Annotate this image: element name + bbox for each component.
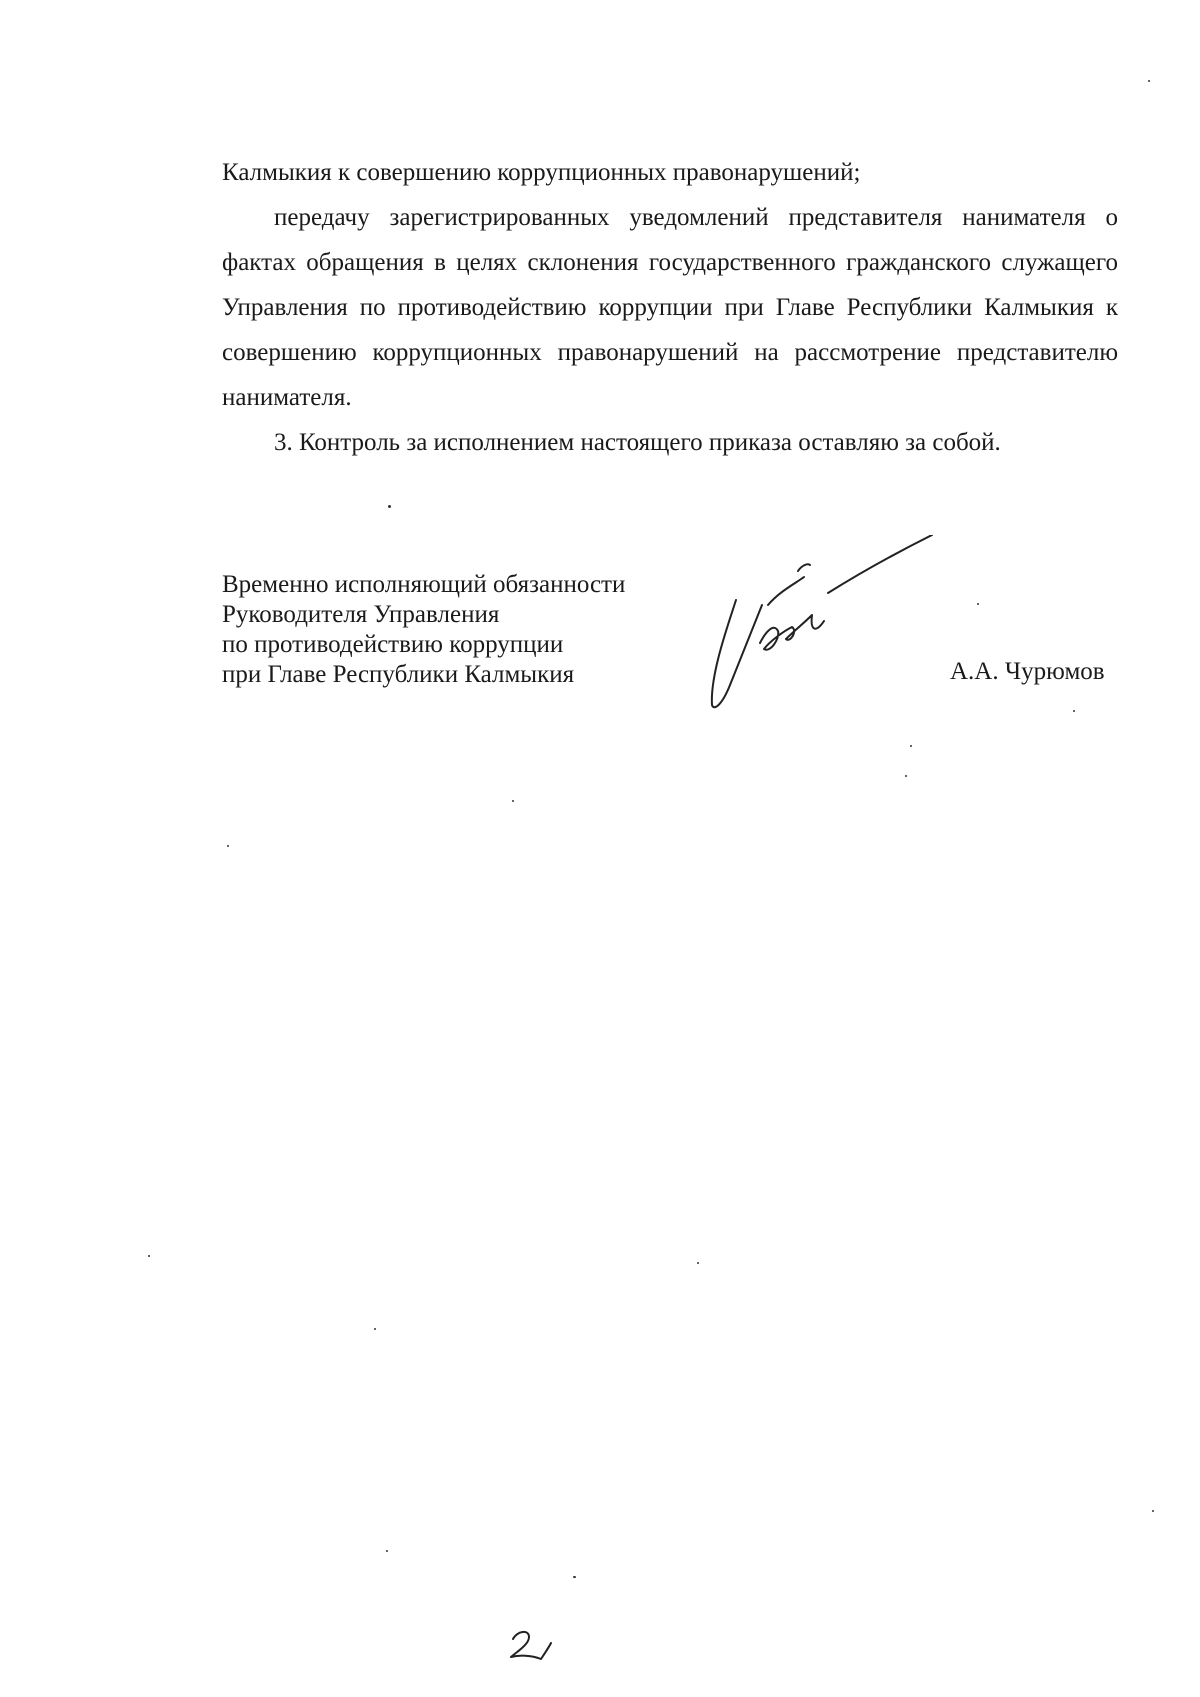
- paragraph-control-clause: 3. Контроль за исполнением настоящего приказа оставляю за собой.: [274, 429, 1001, 456]
- scan-speck: [573, 1576, 576, 1578]
- scan-speck: [1148, 80, 1150, 82]
- scan-speck: [1073, 710, 1075, 712]
- scan-speck: [374, 1328, 376, 1330]
- scan-speck: [905, 775, 907, 777]
- handwritten-page-number-icon: [505, 1625, 555, 1665]
- paragraph-continuation: Калмыкия к совершению коррупционных правонарушений;: [222, 159, 861, 186]
- scan-speck: [148, 1255, 150, 1257]
- signatory-title-line: Временно исполняющий обязанности: [222, 571, 626, 598]
- scan-speck: [910, 745, 912, 747]
- signer-name: А.А. Чурюмов: [950, 658, 1105, 685]
- signatory-title-block: [222, 570, 625, 690]
- scan-speck: [512, 800, 514, 802]
- scan-speck: [388, 505, 391, 508]
- scan-speck: [386, 1550, 388, 1552]
- handwritten-signature-icon: [700, 535, 940, 715]
- scan-speck: [697, 1262, 699, 1264]
- scan-speck: [227, 845, 229, 847]
- paragraph-notification-transfer: передачу зарегистрированных уведомлений представителя нанимателя о фактах обращения в целях склонения государственного гражданского служащего Управления по противодействию коррупции при Главе Республики Калмыкия к совершению коррупционных правонарушений на рассмотрение представителю нанимателя.: [222, 204, 1118, 411]
- signatory-title-line: при Главе Республики Калмыкия: [222, 661, 575, 688]
- scan-speck: [1152, 1510, 1154, 1512]
- signatory-title-line: Руководителя Управления: [222, 601, 500, 628]
- scan-speck: [977, 603, 979, 605]
- signatory-title-line: по противодействию коррупции: [222, 631, 564, 658]
